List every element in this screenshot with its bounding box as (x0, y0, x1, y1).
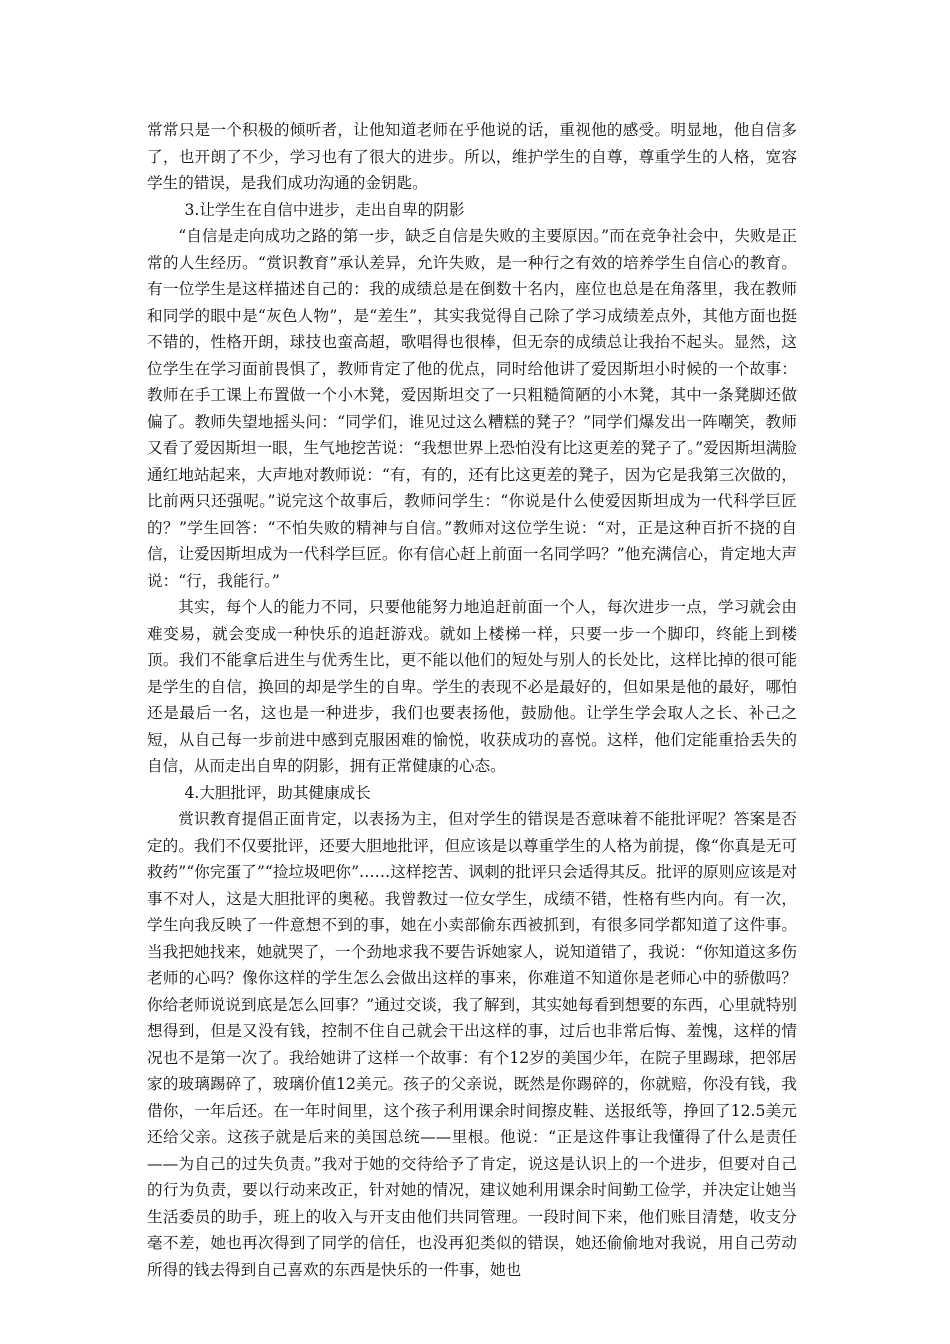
document-body (147, 117, 797, 1283)
paragraph-continued: 常常只是一个积极的倾听者，让他知道老师在乎他说的话，重视他的感受。明显地，他自信多了，也开朗了不少，学习也有了很大的进步。所以，维护学生的自尊，尊重学生的人格，宽容学生的错误，是我们成功沟通的金钥匙。 (147, 121, 797, 192)
paragraph-criticism: 赏识教育提倡正面肯定，以表扬为主，但对学生的错误是否意味着不能批评呢？答案是否定的。我们不仅要批评，还要大胆地批评，但应该是以尊重学生的人格为前提，像“你真是无可救药”“你完蛋了”“捡垃圾吧你”……这样挖苦、讽刺的批评只会适得其反。批评的原则应该是对事不对人，这是大胆批评的奥秘。我曾教过一位女学生，成绩不错，性格有些内向。有一次，学生向我反映了一件意想不到的事，她在小卖部偷东西被抓到，有很多同学都知道了这件事。当我把她找来，她就哭了，一个劲地求我不要告诉她家人，说知道错了，我说：“你知道这多伤老师的心吗？像你这样的学生怎么会做出这样的事来，你难道不知道你是老师心中的骄傲吗？你给老师说说到底是怎么回事？”通过交谈，我了解到，其实她每看到想要的东西，心里就特别想得到，但是又没有钱，控制不住自己就会干出这样的事，过后也非常后悔、羞愧，这样的情况也不是第一次了。我给她讲了这样一个故事：有个12岁的美国少年，在院子里踢球，把邻居家的玻璃踢碎了，玻璃价值12美元。孩子的父亲说，既然是你踢碎的，你就赔，你没有钱，我借你，一年后还。在一年时间里，这个孩子利用课余时间擦皮鞋、送报纸等，挣回了12.5美元还给父亲。这孩子就是后来的美国总统——里根。他说：“正是这件事让我懂得了什么是责任——为自己的过失负责。”我对于她的交待给予了肯定，说这是认识上的一个进步，但要对自己的行为负责，要以行动来改正，针对她的情况，建议她利用课余时间勤工俭学，并决定让她当生活委员的助手，班上的收入与开支由他们共同管理。一段时间下来，他们账目清楚，收支分毫不差，她也再次得到了同学的信任，也没再犯类似的错误，她还偷偷地对我说，用自己劳动所得的钱去得到自己喜欢的东西是快乐的一件事，她也 (147, 810, 797, 1279)
paragraph-progress: 其实，每个人的能力不同，只要他能努力地追赶前面一个人，每次进步一点，学习就会由难变易，就会变成一种快乐的追赶游戏。就如上楼梯一样，只要一步一个脚印，终能上到楼顶。我们不能拿后进生与优秀生比，更不能以他们的短处与别人的长处比，这样比掉的很可能是学生的自信，换回的却是学生的自卑。学生的表现不必是最好的，但如果是他的最好，哪怕还是最后一名，这也是一种进步，我们也要表扬他，鼓励他。让学生学会取人之长、补己之短，从自己每一步前进中感到克服困难的愉悦，收获成功的喜悦。这样，他们定能重拾丢失的自信，从而走出自卑的阴影，拥有正常健康的心态。 (147, 598, 797, 775)
section-heading-4: 4.大胆批评，助其健康成长 (184, 783, 371, 802)
paragraph-confidence-story: “自信是走向成功之路的第一步，缺乏自信是失败的主要原因。”而在竞争社会中，失败是正常的人生经历。“赏识教育”承认差异，允许失败，是一种行之有效的培养学生自信心的教育。有一位学生是这样描述自己的：我的成绩总是在倒数十名内，座位也总是在角落里，我在教师和同学的眼中是“灰色人物”，是“差生”，其实我觉得自己除了学习成绩差点外，其他方面也挺不错的，性格开朗，球技也蛮高超，歌唱得也很棒，但无奈的成绩总让我抬不起头。显然，这位学生在学习面前畏惧了，教师肯定了他的优点，同时给他讲了爱因斯坦小时候的一个故事：教师在手工课上布置做一个小木凳，爱因斯坦交了一只粗糙简陋的小木凳，其中一条凳脚还做偏了。教师失望地摇头问：“同学们，谁见过这么糟糕的凳子？”同学们爆发出一阵嘲笑，教师又看了爱因斯坦一眼，生气地挖苦说：“我想世界上恐怕没有比这更差的凳子了。”爱因斯坦满脸通红地站起来，大声地对教师说：“有，有的，还有比这更差的凳子，因为它是我第三次做的，比前两只还强呢。”说完这个故事后，教师问学生：“你说是什么使爱因斯坦成为一代科学巨匠的？”学生回答：“不怕失败的精神与自信。”教师对这位学生说：“对，正是这种百折不挠的自信，让爱因斯坦成为一代科学巨匠。你有信心赶上前面一名同学吗？”他充满信心，肯定地大声说：“行，我能行。” (147, 227, 797, 590)
section-heading-3: 3.让学生在自信中进步，走出自卑的阴影 (184, 200, 465, 219)
